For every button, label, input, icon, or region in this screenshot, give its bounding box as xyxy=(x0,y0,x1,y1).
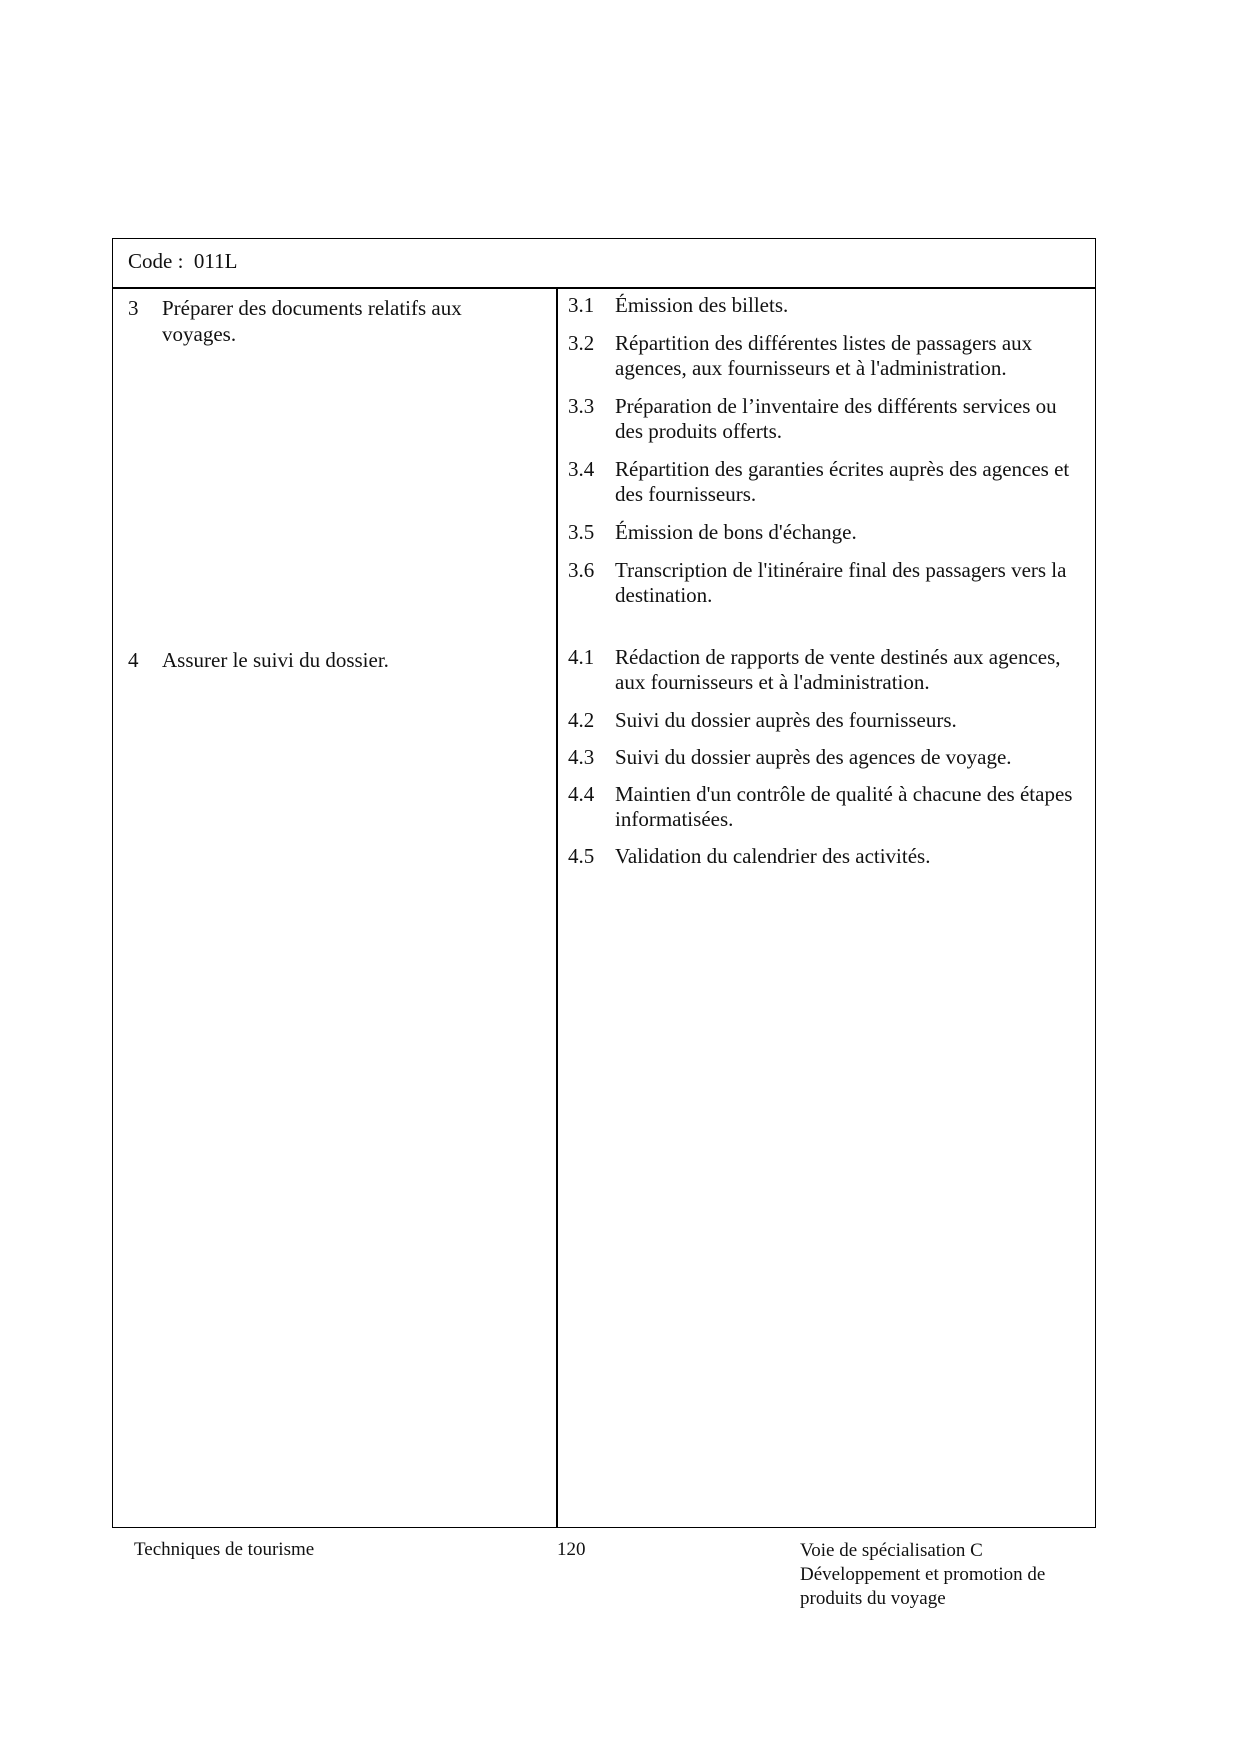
competency-table xyxy=(112,238,1096,1528)
footer-specialization xyxy=(800,1539,1100,1611)
footer-page-number: 120 xyxy=(557,1539,586,1560)
criterion-item xyxy=(568,708,1088,733)
left-item-number: 3 xyxy=(128,296,139,320)
left-item-text: Préparer des documents relatifs aux voyages. xyxy=(162,296,462,346)
criterion-text: Répartition des différentes listes de passagers aux agences, aux fournisseurs et à l'administration. xyxy=(615,331,1033,380)
left-item-number: 4 xyxy=(128,648,139,672)
criterion-text: Suivi du dossier auprès des agences de voyage. xyxy=(615,745,1012,769)
code-label xyxy=(128,249,237,274)
criterion-item xyxy=(568,844,1088,869)
criterion-number: 3.6 xyxy=(568,558,595,582)
criterion-text: Émission de bons d'échange. xyxy=(615,520,857,544)
footer-specialization-line: produits du voyage xyxy=(800,1588,946,1609)
criterion-item xyxy=(568,745,1088,770)
criterion-number: 3.4 xyxy=(568,457,595,481)
criterion-number: 4.3 xyxy=(568,745,595,769)
criterion-number: 3.3 xyxy=(568,394,595,418)
code-label-text: Code : xyxy=(128,249,184,273)
criterion-item xyxy=(568,293,1088,318)
criterion-number: 4.2 xyxy=(568,708,595,732)
criterion-text: Maintien d'un contrôle de qualité à chacune des étapes informatisées. xyxy=(615,782,1073,831)
criterion-item xyxy=(568,558,1088,608)
criterion-number: 4.5 xyxy=(568,844,595,868)
criterion-item xyxy=(568,645,1088,695)
left-item-text: Assurer le suivi du dossier. xyxy=(162,648,389,672)
footer-specialization-line: Voie de spécialisation C xyxy=(800,1540,983,1561)
criterion-number: 3.1 xyxy=(568,293,595,317)
criterion-item xyxy=(568,394,1088,444)
criterion-number: 3.2 xyxy=(568,331,595,355)
criterion-text: Suivi du dossier auprès des fournisseurs. xyxy=(615,708,957,732)
criterion-item xyxy=(568,457,1088,507)
footer-specialization-line: Développement et promotion de xyxy=(800,1564,1046,1585)
left-item xyxy=(128,295,528,347)
criterion-text: Émission des billets. xyxy=(615,293,789,317)
criterion-text: Rédaction de rapports de vente destinés aux agences, aux fournisseurs et à l'administration. xyxy=(615,645,1061,694)
criterion-text: Transcription de l'itinéraire final des passagers vers la destination. xyxy=(615,558,1067,607)
criterion-text: Préparation de l’inventaire des différents services ou des produits offerts. xyxy=(615,394,1057,443)
criterion-item xyxy=(568,520,1088,545)
criterion-number: 3.5 xyxy=(568,520,595,544)
footer-program: Techniques de tourisme xyxy=(134,1539,315,1560)
column-divider xyxy=(556,289,558,1527)
criterion-item xyxy=(568,331,1088,381)
code-row xyxy=(113,239,1095,289)
criterion-text: Répartition des garanties écrites auprès des agences et des fournisseurs. xyxy=(615,457,1070,506)
criterion-item xyxy=(568,782,1088,832)
code-value: 011L xyxy=(193,249,238,273)
left-item xyxy=(128,647,528,673)
criterion-number: 4.4 xyxy=(568,782,595,806)
criterion-number: 4.1 xyxy=(568,645,595,669)
criterion-text: Validation du calendrier des activités. xyxy=(615,844,931,868)
